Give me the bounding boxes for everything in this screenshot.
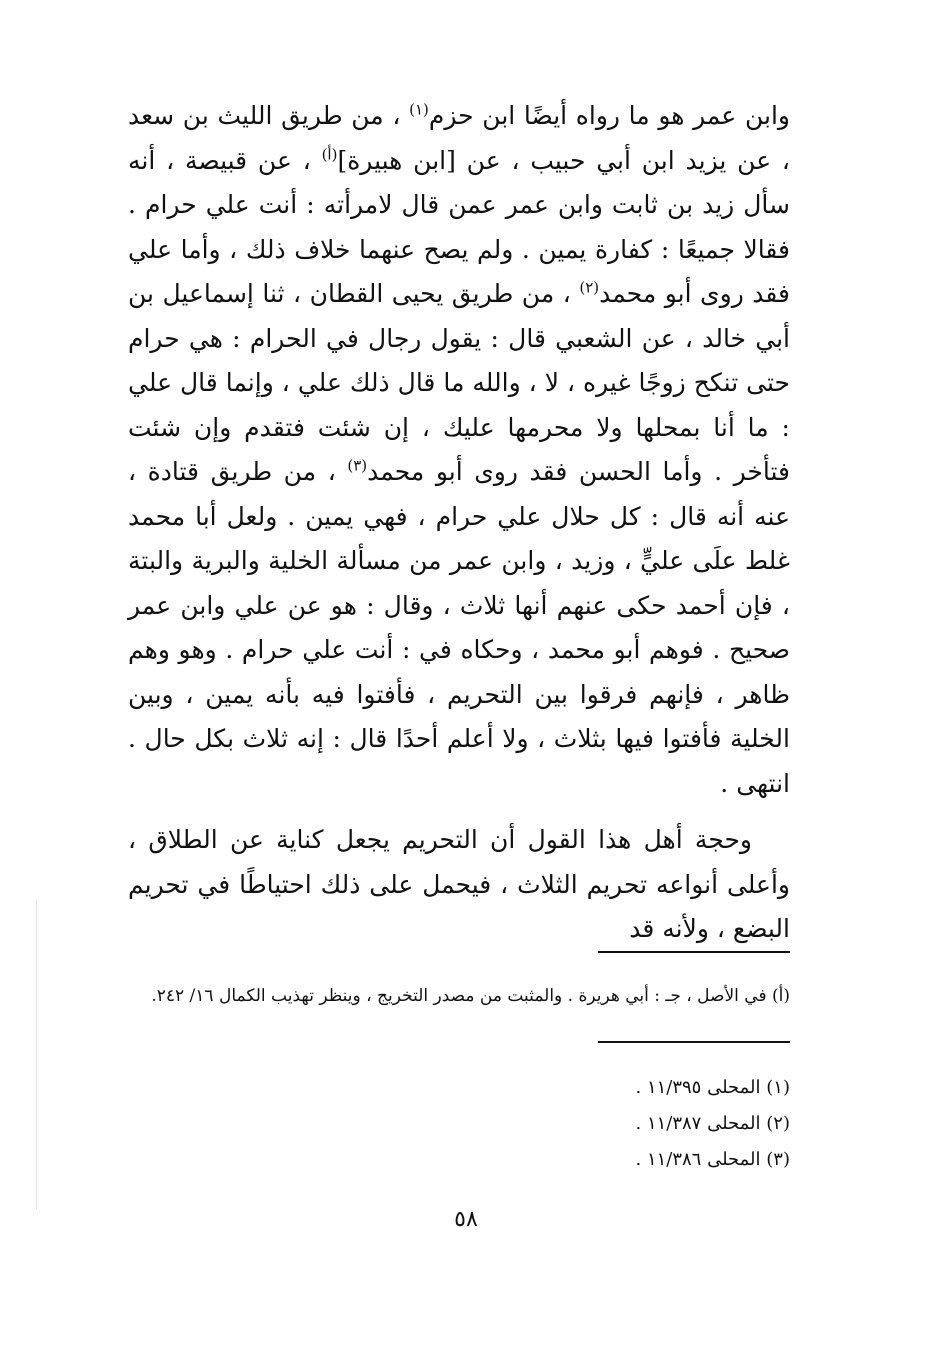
footnote-divider [598, 951, 790, 953]
reference-item: (١) المحلى ١١/٣٩٥ . [635, 1077, 790, 1098]
footnote-ref-2: (٢) [579, 278, 600, 297]
footnote-ref-a: (أ) [321, 145, 338, 164]
paragraph-segment: وابن عمر هو ما رواه أيضًا ابن حزم [428, 101, 790, 130]
body-paragraph-1 [128, 94, 790, 806]
footnote-ref-1: (١) [409, 100, 429, 119]
source-references-list [560, 1070, 790, 1178]
paragraph-segment: ، من طريق يحيى القطان ، ثنا إسماعيل بن أبي خالد ، عن الشعبي قال : يقول رجال في الحرام : هي حرام حتى تنكح زوجًا غيره ، لا ، والله ما قال ذلك علي ، وإنما قال علي : ما أنا بمحلها ولا محرمها عليك ، إن شئت فتقدم وإن شئت فتأخر . وأما الحسن فقد روى أبو محمد [128, 279, 790, 486]
page-number: ٥٨ [454, 1207, 478, 1232]
paragraph-segment: ، من طريق الليث بن سعد ، عن يزيد ابن أبي حبيب ، عن [ابن هبيرة] [128, 101, 790, 175]
references-divider [598, 1041, 790, 1043]
scan-edge-line [36, 900, 37, 1210]
reference-item: (٣) المحلى ١١/٣٨٦ . [635, 1149, 790, 1170]
paragraph-segment: ، من طريق قتادة ، عنه أنه قال : كل حلال علي حرام ، فهي يمين . ولعل أبا محمد غلط علَى عليٍّ ، وزيد ، وابن عمر من مسألة الخلية والبرية والبتة ، فإن أحمد حكى عنهم أنها ثلاث ، وقال : هو عن علي وابن عمر صحيح . فوهم أبو محمد ، وحكاه في : أنت علي حرام . وهو وهم ظاهر ، فإنهم فرقوا بين التحريم ، فأفتوا فيه بأنه يمين ، وبين الخلية فأفتوا فيها بثلاث ، ولا أعلم أحدًا قال : إنه ثلاث بكل حال . انتهى . [128, 457, 790, 798]
footnote-ref-3: (٣) [347, 456, 368, 475]
body-paragraph-2 [128, 818, 790, 952]
editorial-footnote: (أ) في الأصل ، جـ : أبي هريرة . والمثبت من مصدر التخريج ، وينظر تهذيب الكمال ١٦/ ٢٤٢. [151, 986, 790, 1006]
reference-item: (٢) المحلى ١١/٣٨٧ . [635, 1113, 790, 1134]
paragraph-segment: وحجة أهل هذا القول أن التحريم يجعل كناية عن الطلاق ، وأعلى أنواعه تحريم الثلاث ، فيحمل على ذلك احتياطًا في تحريم البضع ، ولأنه قد [128, 825, 790, 943]
paragraph-segment: ، عن قبيصة ، أنه سأل زيد بن ثابت وابن عمر عمن قال لامرأته : أنت علي حرام . فقالا جميعًا : كفارة يمين . ولم يصح عنهما خلاف ذلك ، وأما علي فقد روى أبو محمد [128, 145, 791, 308]
